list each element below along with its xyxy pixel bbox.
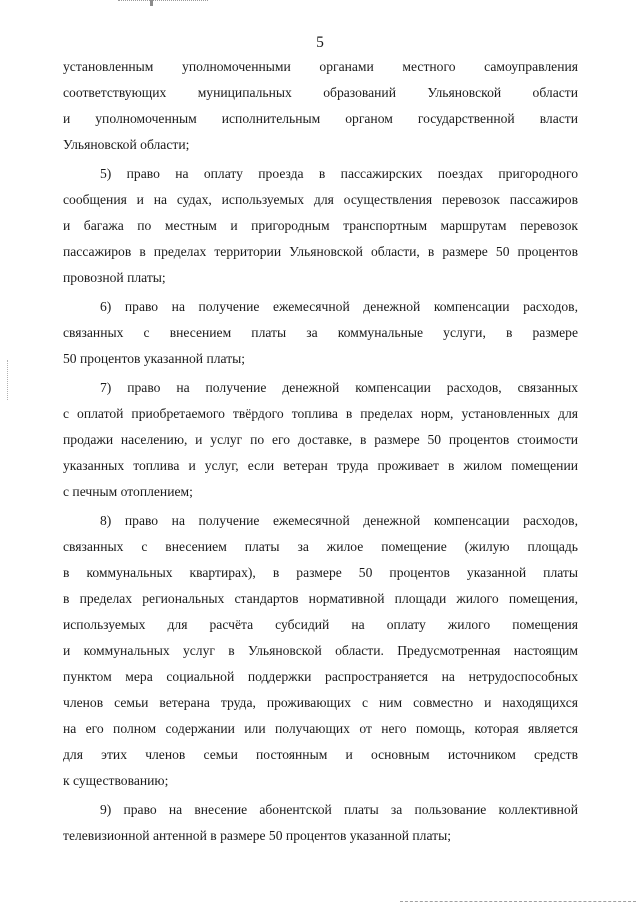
text-line: используемых для расчёта субсидий на оплату жилого помещения: [63, 617, 578, 632]
text-line: 6) право на получение ежемесячной денежной компенсации расходов,: [100, 299, 578, 314]
text-line: продажи населению, и услуг по его доставке, в размере 50 процентов стоимости: [63, 432, 578, 447]
paragraph-item-6: [63, 294, 578, 372]
text-line: установленным уполномоченными органами местного самоуправления: [63, 59, 578, 74]
text-line: указанных топлива и услуг, если ветеран труда проживает в жилом помещении: [63, 458, 578, 473]
text-line: для этих членов семьи постоянным и основным источником средств: [63, 747, 578, 762]
text-line: на его полном содержании или получающих от него помощь, которая является: [63, 721, 578, 736]
text-line: и коммунальных услуг в Ульяновской области. Предусмотренная настоящим: [63, 643, 578, 658]
text-line: 9) право на внесение абонентской платы за пользование коллективной: [100, 802, 578, 817]
text-line: с оплатой приобретаемого твёрдого топлива в пределах норм, установленных для: [63, 406, 578, 421]
text-line: связанных с внесением платы за жилое помещение (жилую площадь: [63, 539, 578, 554]
scan-artifact-top-tick: [150, 0, 153, 6]
paragraph-item-8: [63, 508, 578, 794]
paragraph-item-5: [63, 161, 578, 291]
text-line: пунктом мера социальной поддержки распространяется на нетрудоспособных: [63, 669, 578, 684]
text-line: 8) право на получение ежемесячной денежной компенсации расходов,: [100, 513, 578, 528]
text-line: с печным отоплением;: [63, 484, 193, 499]
text-line: Ульяновской области;: [63, 137, 190, 152]
text-line: 7) право на получение денежной компенсации расходов, связанных: [100, 380, 578, 395]
document-body: [63, 54, 578, 849]
scan-artifact-left: [7, 360, 9, 400]
scan-artifact-bottom: [400, 901, 636, 904]
text-line: 5) право на оплату проезда в пассажирских поездах пригородного: [100, 166, 578, 181]
paragraph-item-9: [63, 797, 578, 849]
text-line: к существованию;: [63, 773, 169, 788]
text-line: пассажиров в пределах территории Ульяновской области, в размере 50 процентов: [63, 244, 578, 259]
text-line: сообщения и на судах, используемых для осуществления перевозок пассажиров: [63, 192, 578, 207]
text-line: телевизионной антенной в размере 50 процентов указанной платы;: [63, 828, 451, 843]
text-line: в коммунальных квартирах), в размере 50 процентов указанной платы: [63, 565, 578, 580]
text-line: в пределах региональных стандартов нормативной площади жилого помещения,: [63, 591, 578, 606]
text-line: 50 процентов указанной платы;: [63, 351, 246, 366]
text-line: членов семьи ветерана труда, проживающих с ним совместно и находящихся: [63, 695, 578, 710]
scan-artifact-top: [118, 0, 208, 3]
text-line: и уполномоченным исполнительным органом государственной власти: [63, 111, 578, 126]
text-line: связанных с внесением платы за коммунальные услуги, в размере: [63, 325, 578, 340]
paragraph-item-7: [63, 375, 578, 505]
paragraph-continuation: [63, 54, 578, 158]
page-number: 5: [316, 34, 324, 51]
text-line: провозной платы;: [63, 270, 166, 285]
text-line: и багажа по местным и пригородным транспортным маршрутам перевозок: [63, 218, 578, 233]
text-line: соответствующих муниципальных образований Ульяновской области: [63, 85, 578, 100]
